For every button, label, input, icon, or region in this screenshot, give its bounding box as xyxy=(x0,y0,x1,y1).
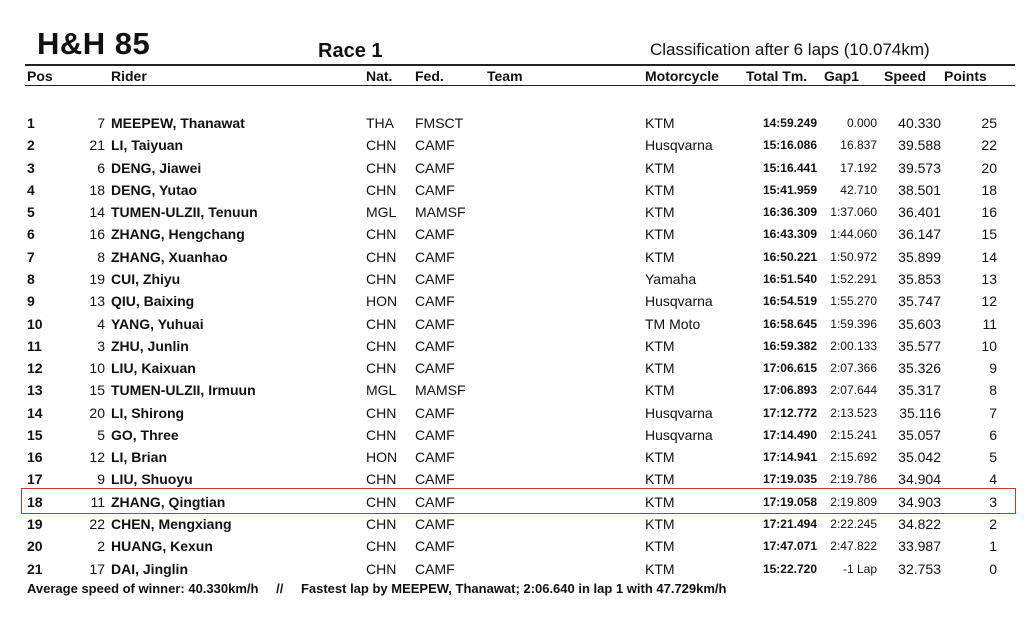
col-header-points: Points xyxy=(944,68,987,84)
pos-cell: 9 xyxy=(27,293,35,310)
gap-cell: 0.000 xyxy=(846,116,877,130)
gap-cell: 2:47.822 xyxy=(830,539,877,554)
federation-cell: CAMF xyxy=(415,248,455,265)
motorcycle-cell: KTM xyxy=(645,382,675,399)
pos-cell: 10 xyxy=(27,315,43,332)
rider-name-cell: YANG, Yuhuai xyxy=(111,315,204,332)
table-row xyxy=(0,337,1024,359)
gap-cell: 2:07.644 xyxy=(830,383,877,398)
rider-name-cell: MEEPEW, Thanawat xyxy=(111,115,245,131)
nationality-cell: CHN xyxy=(366,137,397,154)
points-cell: 20 xyxy=(981,159,997,176)
table-row xyxy=(0,560,1024,582)
gap-cell: 2:19.809 xyxy=(830,494,877,509)
table-row xyxy=(0,404,1024,426)
motorcycle-cell: Husqvarna xyxy=(645,137,713,154)
speed-cell: 34.903 xyxy=(898,493,941,510)
col-header-pos: Pos xyxy=(27,68,53,84)
points-cell: 3 xyxy=(989,493,997,510)
points-cell: 6 xyxy=(989,426,997,443)
motorcycle-cell: KTM xyxy=(645,248,675,265)
pos-cell: 16 xyxy=(27,449,43,466)
points-cell: 14 xyxy=(981,248,997,265)
nationality-cell: CHN xyxy=(366,159,397,176)
motorcycle-cell: KTM xyxy=(645,204,675,221)
table-row xyxy=(0,381,1024,403)
rider-name-cell: LI, Shirong xyxy=(111,404,185,421)
points-cell: 13 xyxy=(981,270,997,287)
col-header-total-time: Total Tm. xyxy=(746,68,808,84)
pos-cell: 8 xyxy=(27,270,35,287)
federation-cell: CAMF xyxy=(415,471,455,488)
federation-cell: CAMF xyxy=(415,159,455,176)
total-time-cell: 17:19.058 xyxy=(762,494,817,509)
speed-cell: 33.987 xyxy=(898,538,941,555)
race-name: Race 1 xyxy=(318,40,383,62)
total-time-cell: 16:59.382 xyxy=(762,338,817,353)
total-time-cell: 15:16.441 xyxy=(762,160,817,175)
total-time-cell: 15:41.959 xyxy=(762,182,817,197)
pos-cell: 4 xyxy=(27,181,35,198)
rider-name-cell: DENG, Yutao xyxy=(111,181,198,198)
speed-cell: 40.330 xyxy=(898,115,941,131)
rider-number-cell: 6 xyxy=(97,159,105,176)
table-row xyxy=(0,225,1024,247)
rider-number-cell: 16 xyxy=(89,226,105,243)
rider-number-cell: 2 xyxy=(97,538,105,555)
total-time-cell: 14:59.249 xyxy=(762,116,817,130)
rider-number-cell: 4 xyxy=(97,315,105,332)
rider-name-cell: DENG, Jiawei xyxy=(111,159,202,176)
speed-cell: 36.401 xyxy=(898,204,941,221)
rider-name-cell: TUMEN-ULZII, Tenuun xyxy=(111,204,258,221)
speed-cell: 35.747 xyxy=(898,293,941,310)
total-time-cell: 17:06.893 xyxy=(762,383,817,398)
classification-caption: Classification after 6 laps (10.074km) xyxy=(650,40,930,59)
speed-cell: 36.147 xyxy=(898,226,941,243)
nationality-cell: CHN xyxy=(366,516,397,533)
rider-number-cell: 18 xyxy=(89,181,105,198)
rider-number-cell: 20 xyxy=(89,404,105,421)
nationality-cell: CHN xyxy=(366,360,397,377)
gap-cell: 1:44.060 xyxy=(830,227,877,242)
nationality-cell: CHN xyxy=(366,226,397,243)
speed-cell: 35.057 xyxy=(898,426,941,443)
gap-cell: 2:15.241 xyxy=(830,427,877,442)
rider-name-cell: LI, Brian xyxy=(111,449,168,466)
pos-cell: 20 xyxy=(27,538,43,555)
col-header-fed: Fed. xyxy=(415,68,444,84)
pos-cell: 21 xyxy=(27,560,43,577)
nationality-cell: CHN xyxy=(366,426,397,443)
points-cell: 18 xyxy=(981,181,997,198)
header-rule-bottom xyxy=(25,85,1015,86)
nationality-cell: CHN xyxy=(366,493,397,510)
footer-fastest-lap: Fastest lap by MEEPEW, Thanawat; 2:06.640 in lap 1 with 47.729km/h xyxy=(300,581,727,596)
nationality-cell: CHN xyxy=(366,337,397,354)
speed-cell: 35.326 xyxy=(898,360,941,377)
points-cell: 25 xyxy=(981,115,997,131)
col-header-motorcycle: Motorcycle xyxy=(645,68,719,84)
motorcycle-cell: KTM xyxy=(645,226,675,243)
total-time-cell: 16:58.645 xyxy=(762,316,817,331)
speed-cell: 39.573 xyxy=(898,159,941,176)
gap-cell: -1 Lap xyxy=(842,561,877,576)
table-row xyxy=(0,114,1024,136)
rider-name-cell: ZHANG, Hengchang xyxy=(111,226,245,243)
speed-cell: 34.904 xyxy=(898,471,941,488)
pos-cell: 15 xyxy=(27,426,43,443)
federation-cell: MAMSF xyxy=(415,382,466,399)
rider-name-cell: ZHANG, Xuanhao xyxy=(111,248,228,265)
speed-cell: 35.317 xyxy=(898,382,941,399)
rider-number-cell: 19 xyxy=(89,270,105,287)
rider-number-cell: 11 xyxy=(90,493,105,510)
nationality-cell: HON xyxy=(366,293,398,310)
total-time-cell: 17:19.035 xyxy=(762,472,817,487)
federation-cell: CAMF xyxy=(415,404,455,421)
table-row xyxy=(0,537,1024,559)
table-row xyxy=(0,159,1024,181)
table-row xyxy=(0,248,1024,270)
federation-cell: CAMF xyxy=(415,337,455,354)
motorcycle-cell: Yamaha xyxy=(645,270,697,287)
nationality-cell: MGL xyxy=(366,382,397,399)
rider-name-cell: GO, Three xyxy=(111,426,179,443)
total-time-cell: 17:21.494 xyxy=(762,517,817,532)
header-rule-top xyxy=(25,64,1015,66)
rider-number-cell: 15 xyxy=(89,382,105,399)
pos-cell: 6 xyxy=(27,226,35,243)
gap-cell: 2:07.366 xyxy=(830,361,877,376)
rider-number-cell: 22 xyxy=(89,516,105,533)
rider-name-cell: QIU, Baixing xyxy=(111,293,195,310)
pos-cell: 2 xyxy=(27,137,35,154)
footer-separator: // xyxy=(276,581,284,596)
total-time-cell: 17:14.490 xyxy=(762,427,817,442)
rider-number-cell: 8 xyxy=(97,248,105,265)
motorcycle-cell: TM Moto xyxy=(645,315,701,332)
table-row xyxy=(0,315,1024,337)
points-cell: 1 xyxy=(989,538,997,555)
federation-cell: CAMF xyxy=(415,315,455,332)
rider-name-cell: HUANG, Kexun xyxy=(111,538,213,555)
pos-cell: 11 xyxy=(27,337,42,354)
gap-cell: 1:52.291 xyxy=(830,271,877,286)
gap-cell: 2:13.523 xyxy=(830,405,877,420)
col-header-rider: Rider xyxy=(111,68,147,84)
nationality-cell: CHN xyxy=(366,538,397,555)
total-time-cell: 16:43.309 xyxy=(762,227,817,242)
total-time-cell: 16:51.540 xyxy=(762,271,817,286)
pos-cell: 14 xyxy=(27,404,43,421)
motorcycle-cell: KTM xyxy=(645,449,675,466)
points-cell: 16 xyxy=(981,204,997,221)
table-row xyxy=(0,359,1024,381)
footer xyxy=(27,581,726,596)
points-cell: 9 xyxy=(989,360,997,377)
table-row xyxy=(0,515,1024,537)
speed-cell: 32.753 xyxy=(898,560,941,577)
col-header-team: Team xyxy=(487,68,523,84)
federation-cell: MAMSF xyxy=(415,204,466,221)
rider-name-cell: TUMEN-ULZII, Irmuun xyxy=(111,382,256,399)
points-cell: 7 xyxy=(989,404,997,421)
table-row xyxy=(0,203,1024,225)
nationality-cell: CHN xyxy=(366,270,397,287)
motorcycle-cell: KTM xyxy=(645,337,675,354)
total-time-cell: 17:06.615 xyxy=(762,361,817,376)
motorcycle-cell: KTM xyxy=(645,538,675,555)
motorcycle-cell: Husqvarna xyxy=(645,404,713,421)
pos-cell: 1 xyxy=(27,115,35,131)
federation-cell: CAMF xyxy=(415,226,455,243)
points-cell: 15 xyxy=(981,226,997,243)
pos-cell: 12 xyxy=(27,360,43,377)
total-time-cell: 16:54.519 xyxy=(762,294,817,309)
total-time-cell: 17:14.941 xyxy=(762,450,817,465)
rider-number-cell: 21 xyxy=(89,137,105,154)
table-row xyxy=(0,270,1024,292)
federation-cell: CAMF xyxy=(415,538,455,555)
rider-name-cell: CHEN, Mengxiang xyxy=(111,516,232,533)
nationality-cell: THA xyxy=(366,115,394,131)
table-row xyxy=(0,181,1024,203)
gap-cell: 2:19.786 xyxy=(830,472,877,487)
federation-cell: CAMF xyxy=(415,293,455,310)
motorcycle-cell: KTM xyxy=(645,360,675,377)
rider-number-cell: 9 xyxy=(97,471,105,488)
table-row xyxy=(0,448,1024,470)
federation-cell: CAMF xyxy=(415,137,455,154)
federation-cell: CAMF xyxy=(415,516,455,533)
total-time-cell: 16:50.221 xyxy=(762,249,817,264)
speed-cell: 35.603 xyxy=(898,315,941,332)
pos-cell: 7 xyxy=(27,248,35,265)
speed-cell: 35.577 xyxy=(898,337,941,354)
nationality-cell: CHN xyxy=(366,248,397,265)
motorcycle-cell: KTM xyxy=(645,560,675,577)
points-cell: 4 xyxy=(989,471,997,488)
rider-number-cell: 7 xyxy=(97,115,105,131)
motorcycle-cell: KTM xyxy=(645,516,675,533)
nationality-cell: CHN xyxy=(366,315,397,332)
nationality-cell: MGL xyxy=(366,204,397,221)
points-cell: 11 xyxy=(982,315,997,332)
points-cell: 5 xyxy=(989,449,997,466)
rider-name-cell: CUI, Zhiyu xyxy=(111,270,181,287)
col-header-nat: Nat. xyxy=(366,68,393,84)
pos-cell: 18 xyxy=(27,493,43,510)
rider-name-cell: LIU, Shuoyu xyxy=(111,471,193,488)
gap-cell: 2:00.133 xyxy=(830,338,877,353)
pos-cell: 5 xyxy=(27,204,35,221)
pos-cell: 17 xyxy=(27,471,43,488)
event-title: H&H 85 xyxy=(37,26,151,61)
total-time-cell: 17:47.071 xyxy=(762,539,817,554)
pos-cell: 3 xyxy=(27,159,35,176)
points-cell: 22 xyxy=(981,137,997,154)
nationality-cell: CHN xyxy=(366,471,397,488)
rider-number-cell: 10 xyxy=(89,360,105,377)
speed-cell: 35.899 xyxy=(898,248,941,265)
points-cell: 8 xyxy=(989,382,997,399)
rider-name-cell: LIU, Kaixuan xyxy=(111,360,196,377)
total-time-cell: 15:22.720 xyxy=(762,561,817,576)
motorcycle-cell: KTM xyxy=(645,181,675,198)
gap-cell: 42.710 xyxy=(840,182,877,197)
gap-cell: 16.837 xyxy=(840,138,877,153)
gap-cell: 1:50.972 xyxy=(830,249,877,264)
nationality-cell: HON xyxy=(366,449,398,466)
rider-number-cell: 17 xyxy=(89,560,105,577)
rider-name-cell: DAI, Jinglin xyxy=(111,560,188,577)
gap-cell: 17.192 xyxy=(840,160,877,175)
gap-cell: 1:37.060 xyxy=(830,205,877,220)
highlight-box xyxy=(21,488,1016,514)
points-cell: 2 xyxy=(989,516,997,533)
points-cell: 12 xyxy=(981,293,997,310)
gap-cell: 1:55.270 xyxy=(830,294,877,309)
motorcycle-cell: KTM xyxy=(645,159,675,176)
federation-cell: CAMF xyxy=(415,493,455,510)
col-header-gap: Gap1 xyxy=(824,68,860,84)
rider-number-cell: 12 xyxy=(89,449,105,466)
motorcycle-cell: KTM xyxy=(645,493,675,510)
speed-cell: 35.116 xyxy=(899,404,941,421)
motorcycle-cell: Husqvarna xyxy=(645,426,713,443)
gap-cell: 1:59.396 xyxy=(830,316,877,331)
speed-cell: 34.822 xyxy=(898,516,941,533)
pos-cell: 13 xyxy=(27,382,43,399)
total-time-cell: 15:16.086 xyxy=(762,138,817,153)
rider-name-cell: ZHANG, Qingtian xyxy=(111,493,226,510)
rider-name-cell: LI, Taiyuan xyxy=(111,137,184,154)
federation-cell: CAMF xyxy=(415,360,455,377)
speed-cell: 35.853 xyxy=(898,270,941,287)
table-row xyxy=(0,136,1024,158)
speed-cell: 39.588 xyxy=(898,137,941,154)
rider-number-cell: 14 xyxy=(89,204,105,221)
nationality-cell: CHN xyxy=(366,404,397,421)
motorcycle-cell: KTM xyxy=(645,471,675,488)
rider-number-cell: 5 xyxy=(97,426,105,443)
total-time-cell: 16:36.309 xyxy=(762,205,817,220)
col-header-speed: Speed xyxy=(884,68,927,84)
rider-number-cell: 3 xyxy=(97,337,105,354)
total-time-cell: 17:12.772 xyxy=(762,405,817,420)
federation-cell: CAMF xyxy=(415,181,455,198)
points-cell: 0 xyxy=(989,560,997,577)
federation-cell: FMSCT xyxy=(415,115,464,131)
motorcycle-cell: KTM xyxy=(645,115,675,131)
federation-cell: CAMF xyxy=(415,449,455,466)
gap-cell: 2:15.692 xyxy=(830,450,877,465)
federation-cell: CAMF xyxy=(415,426,455,443)
nationality-cell: CHN xyxy=(366,181,397,198)
motorcycle-cell: Husqvarna xyxy=(645,293,713,310)
footer-avg-speed: Average speed of winner: 40.330km/h xyxy=(27,581,259,596)
table-row xyxy=(0,292,1024,314)
federation-cell: CAMF xyxy=(415,270,455,287)
nationality-cell: CHN xyxy=(366,560,397,577)
speed-cell: 35.042 xyxy=(898,449,941,466)
rider-name-cell: ZHU, Junlin xyxy=(111,337,189,354)
speed-cell: 38.501 xyxy=(898,181,941,198)
rider-number-cell: 13 xyxy=(89,293,105,310)
pos-cell: 19 xyxy=(27,516,43,533)
gap-cell: 2:22.245 xyxy=(830,517,877,532)
table-row xyxy=(0,426,1024,448)
federation-cell: CAMF xyxy=(415,560,455,577)
points-cell: 10 xyxy=(981,337,997,354)
